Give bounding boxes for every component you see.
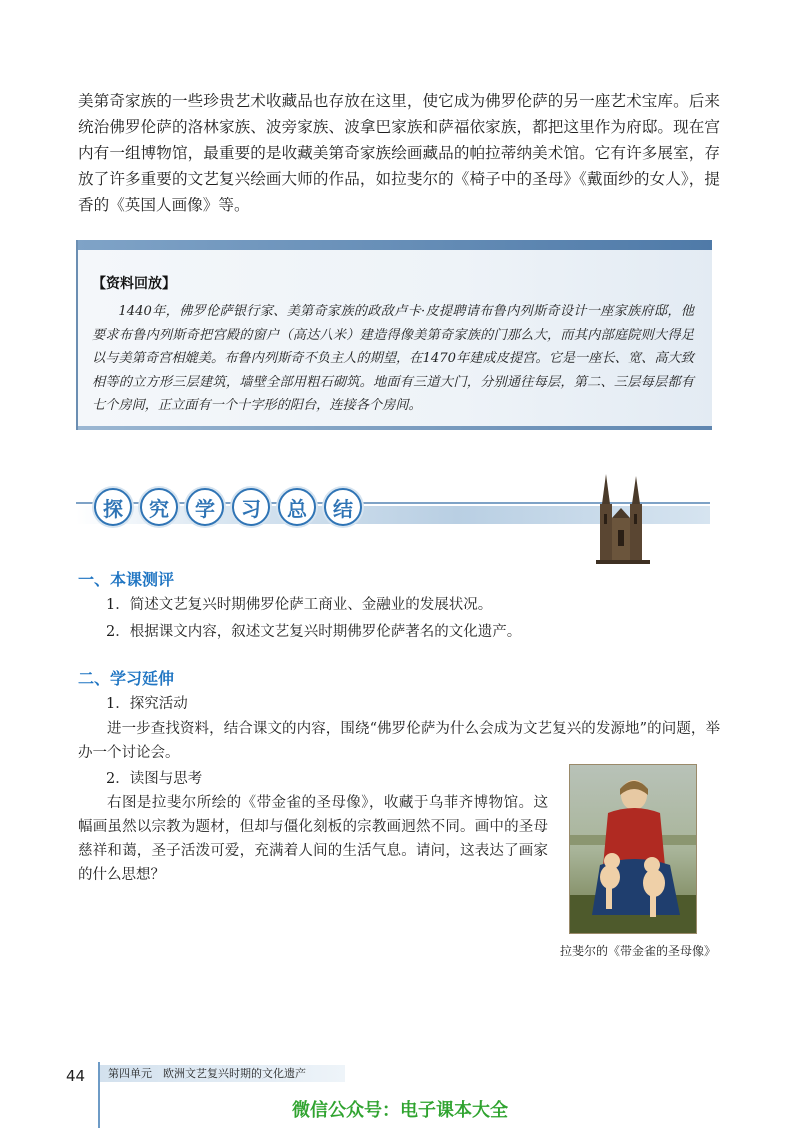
banner-char: 学 (186, 488, 224, 526)
assessment-item-2: 2．根据课文内容，叙述文艺复兴时期佛罗伦萨著名的文化遗产。 (106, 624, 522, 640)
section-heading-assessment: 一、本课测评 (78, 570, 175, 589)
banner-char: 习 (232, 488, 270, 526)
subheading-inquiry-activity: 1．探究活动 (106, 696, 188, 712)
data-review-title: 【资料回放】 (92, 276, 176, 292)
unit-title: 第四单元 欧洲文艺复兴时期的文化遗产 (100, 1065, 345, 1082)
madonna-painting-image (569, 764, 697, 934)
intro-paragraph (78, 88, 720, 218)
assessment-item-1: 1．简述文艺复兴时期佛罗伦萨工商业、金融业的发展状况。 (106, 597, 493, 613)
banner-char: 结 (324, 488, 362, 526)
read-and-think-text: 右图是拉斐尔所绘的《带金雀的圣母像》，收藏于乌菲齐博物馆。这幅画虽然以宗教为题材，但却与僵化刻板的宗教画迥然不同。画中的圣母慈祥和蔼，圣子活泼可爱，充满着人间的生活气息。请问，这表达了画家的什么思想？ (78, 795, 548, 883)
data-review-text: 1440年，佛罗伦萨银行家、美第奇家族的政敌卢卡·皮提聘请布鲁内列斯奇设计一座家族府邸，他要求布鲁内列斯奇把宫殿的窗户（高达八米）建造得像美第奇家族的门那么大，而其内部庭院则大得足以与美第奇宫相媲美。布鲁内列斯奇不负主人的期望，在1470年建成皮提宫。它是一座长、宽、高大致相等的立方形三层建筑，墙壁全部用粗石砌筑。地面有三道大门，分别通往每层，第二、三层每层都有七个房间，正立面有一个十字形的阳台，连接各个房间。 (92, 304, 694, 413)
painting-caption: 拉斐尔的《带金雀的圣母像》 (559, 944, 716, 958)
data-review-box (76, 240, 712, 430)
intro-text: 美第奇家族的一些珍贵艺术收藏品也存放在这里，使它成为佛罗伦萨的另一座艺术宝库。后来统治佛罗伦萨的洛林家族、波旁家族、波拿巴家族和萨福依家族，都把这里作为府邸。现在宫内有一组博物馆，最重要的是收藏美第奇家族绘画藏品的帕拉蒂纳美术馆。它有许多展室，存放了许多重要的文艺复兴绘画大师的作品，如拉斐尔的《椅子中的圣母》《戴面纱的女人》，提香的《英国人画像》等。 (78, 92, 720, 214)
banner-title (94, 488, 362, 526)
subheading-read-and-think: 2．读图与思考 (106, 771, 203, 787)
banner-char: 总 (278, 488, 316, 526)
watermark-text: 微信公众号：电子课本大全 (292, 1100, 508, 1121)
banner-char: 究 (140, 488, 178, 526)
inquiry-activity-text: 进一步查找资料，结合课文的内容，围绕“佛罗伦萨为什么会成为文艺复兴的发源地”的问题，举办一个讨论会。 (78, 721, 720, 761)
page-number: 44 (66, 1067, 86, 1085)
box-bottom-bar (78, 426, 712, 430)
box-top-bar (78, 240, 712, 250)
cathedral-icon (596, 474, 650, 564)
banner-char: 探 (94, 488, 132, 526)
section-heading-extension: 二、学习延伸 (78, 669, 175, 688)
